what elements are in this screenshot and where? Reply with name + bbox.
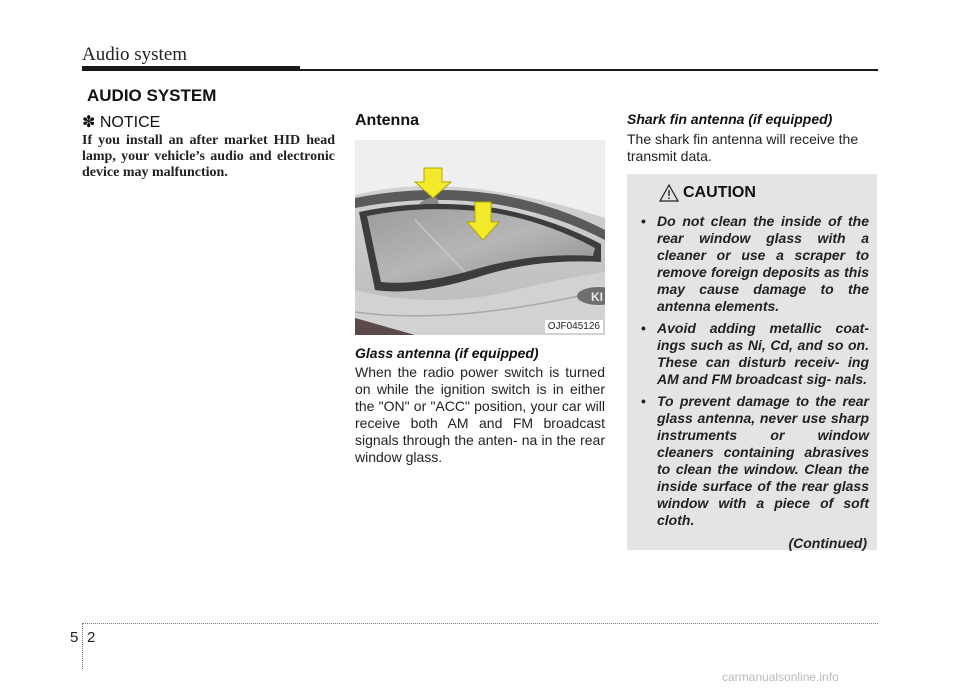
glass-antenna-body: When the radio power switch is turned on while the ignition switch is in either the "ON" or "ACC" position, your car will receive both AM and FM broadcast signals through the anten- na in the rear window glass. [355, 364, 605, 465]
shark-fin-body: The shark fin antenna will receive the transmit data. [627, 131, 859, 164]
caution-box [627, 174, 877, 550]
car-badge-label: KI [591, 290, 603, 304]
caution-item [639, 393, 869, 529]
footer-rule [82, 623, 878, 624]
header-rule-thin [300, 69, 878, 71]
header-rule-thick [82, 66, 300, 71]
caution-item-text: Avoid adding metallic coat- ings such as Ni, Cd, and so on. These can disturb receiv- ing AM and FM broadcast sig- nals. [657, 320, 869, 387]
rear-window-illustration [355, 140, 605, 335]
caution-title-row [659, 182, 869, 204]
caution-item [639, 320, 869, 388]
caution-item [639, 213, 869, 315]
continued-label: (Continued) [788, 535, 867, 551]
page-header-title: Audio system [82, 44, 188, 65]
caution-list [639, 213, 869, 529]
footer-separator [82, 623, 83, 669]
chapter-number: 5 [70, 629, 79, 646]
bullet-icon: • [641, 213, 646, 229]
notice-body: If you install an after market HID head lamp, your vehicle’s audio and electronic device may malfunction. [82, 133, 335, 180]
glass-antenna-heading: Glass antenna (if equipped) [355, 345, 539, 361]
page-number: 2 [87, 629, 96, 646]
shark-fin-heading: Shark fin antenna (if equipped) [627, 111, 833, 127]
bullet-icon: • [641, 320, 646, 336]
notice-heading-label: NOTICE [99, 114, 161, 131]
watermark: carmanualsonline.info [722, 670, 839, 684]
bullet-icon: • [641, 393, 646, 409]
antenna-heading: Antenna [355, 112, 419, 129]
caution-title: CAUTION [683, 184, 756, 201]
figure-code: OJF045126 [545, 320, 603, 333]
notice-heading [82, 112, 160, 132]
antenna-figure [355, 140, 605, 335]
notice-symbol-icon: ✽ [82, 114, 96, 131]
warning-triangle-icon [659, 184, 679, 202]
caution-item-text: To prevent damage to the rear glass antenna, never use sharp instruments or window cleaners containing abrasives to clean the window. Clean the inside surface of the rear glass window with a piece of soft cloth. [657, 393, 869, 528]
caution-item-text: Do not clean the inside of the rear window glass with a cleaner or use a scraper to remove foreign deposits as this may cause damage to the antenna elements. [657, 213, 869, 314]
section-title: AUDIO SYSTEM [87, 86, 217, 105]
